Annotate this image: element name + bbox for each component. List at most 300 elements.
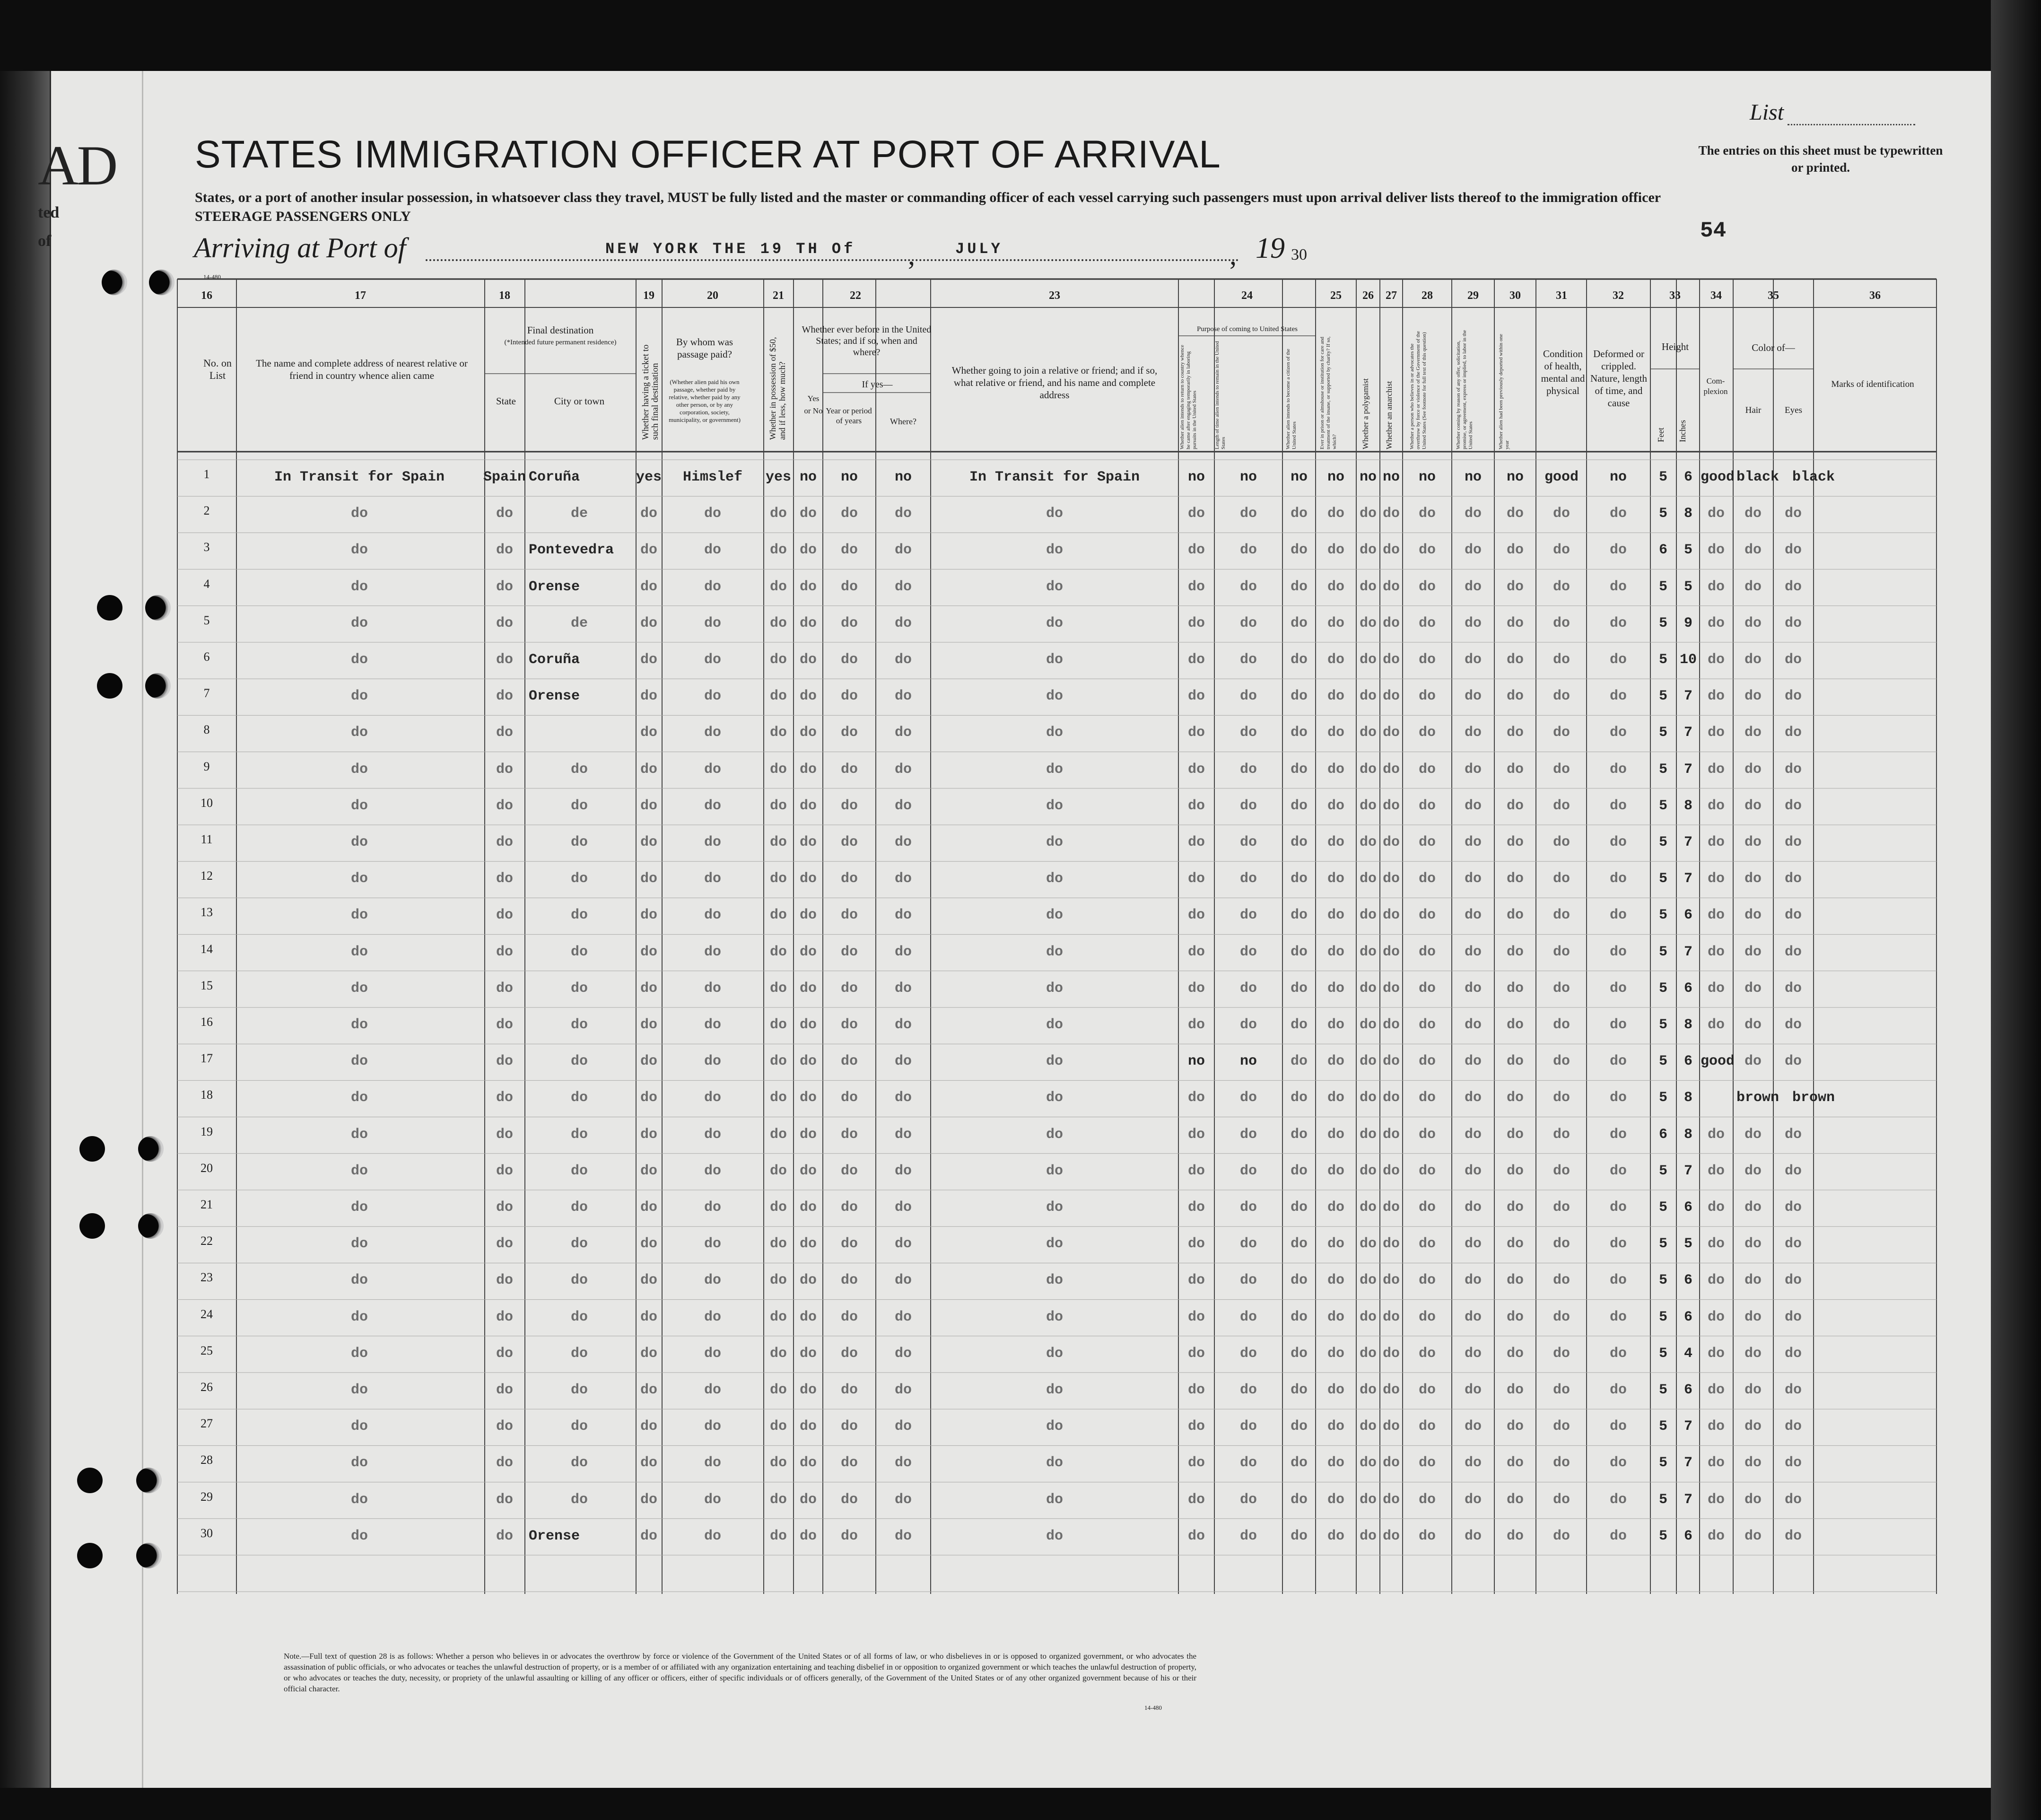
purpose-length-cell: do bbox=[1239, 1126, 1257, 1143]
fifty-dollars-cell: do bbox=[769, 1455, 787, 1471]
eye-color-cell: do bbox=[1784, 1053, 1802, 1070]
ever-before-cell: do bbox=[799, 1382, 817, 1398]
deformed-cell: do bbox=[1609, 1017, 1627, 1033]
footnote-question-28: Note.—Full text of question 28 is as follows: Whether a person who believes in or advocates the overthrow by force or violence of the Government of the United States or of all forms of law, or who disbelieves in or is opposed to organized government, or who advocates the assassination of public officials, or who advocates or teaches the unlawful destruction of property, or is a member of or affiliated with any organization entertaining and teaching disbelief in or opposition to organized government or which teaches the unlawful destruction of property, or who advocates or teaches the duty, necessity, or propriety of the unlawful assaulting or killing of any officer or officers, either of specific individuals or of officers generally, of the Government of the United States or of any other organized government because of his or their official character. bbox=[284, 1652, 1196, 1693]
joining-relative-cell: do bbox=[1046, 542, 1064, 559]
eye-color-cell: do bbox=[1784, 871, 1802, 887]
joining-relative-cell: do bbox=[1046, 725, 1064, 741]
height-inches-cell: 6 bbox=[1683, 907, 1693, 924]
ticket-cell: do bbox=[640, 1309, 658, 1325]
passage-paid-cell: do bbox=[704, 542, 722, 559]
deformed-cell: do bbox=[1609, 1053, 1627, 1070]
ticket-cell: do bbox=[640, 1236, 658, 1252]
height-inches-cell: 7 bbox=[1683, 944, 1693, 960]
question-29-cell: do bbox=[1464, 1126, 1482, 1143]
where-cell: do bbox=[894, 1163, 912, 1179]
anarchist-cell: do bbox=[1382, 944, 1400, 960]
polygamist-cell: do bbox=[1359, 871, 1377, 887]
polygamist-cell: do bbox=[1359, 578, 1377, 595]
ever-before-cell: do bbox=[799, 1090, 817, 1106]
polygamist-cell: no bbox=[1359, 469, 1377, 485]
polygamist-cell: do bbox=[1359, 506, 1377, 522]
hair-color-cell: do bbox=[1744, 1017, 1762, 1033]
height-feet-cell: 5 bbox=[1658, 871, 1668, 887]
punch-hole bbox=[136, 1468, 162, 1493]
passage-paid-cell: do bbox=[704, 1455, 722, 1471]
joining-relative-cell: do bbox=[1046, 688, 1064, 705]
condition-cell: do bbox=[1553, 871, 1570, 887]
ticket-cell: do bbox=[640, 907, 658, 924]
state-cell: do bbox=[496, 542, 514, 559]
anarchist-cell: do bbox=[1382, 1309, 1400, 1325]
passage-paid-cell: do bbox=[704, 1528, 722, 1544]
deformed-cell: do bbox=[1609, 1163, 1627, 1179]
relative-cell: do bbox=[350, 506, 368, 522]
heading-by-whom-paid-note: (Whether alien paid his own passage, whether paid by relative, whether paid by any other person, or by any corporation, society, municipality, or government) bbox=[669, 378, 741, 423]
ticket-cell: do bbox=[640, 1126, 658, 1143]
purpose-citizen-cell: do bbox=[1290, 761, 1308, 778]
row-number: 8 bbox=[203, 723, 210, 737]
deformed-cell: do bbox=[1609, 542, 1627, 559]
passage-paid-cell: do bbox=[704, 1053, 722, 1070]
eye-color-cell: do bbox=[1784, 834, 1802, 850]
relative-cell: do bbox=[350, 725, 368, 741]
column-number: 28 bbox=[1422, 289, 1433, 302]
purpose-citizen-cell: do bbox=[1290, 834, 1308, 850]
purpose-citizen-cell: do bbox=[1290, 1491, 1308, 1508]
prison-cell: do bbox=[1327, 1199, 1345, 1216]
question-28-cell: do bbox=[1418, 578, 1436, 595]
question-28-cell: do bbox=[1418, 1382, 1436, 1398]
height-feet-cell: 5 bbox=[1658, 834, 1668, 850]
years-cell: do bbox=[840, 1528, 858, 1544]
passage-paid-cell: do bbox=[704, 761, 722, 778]
question-28-cell: no bbox=[1418, 469, 1436, 485]
years-cell: do bbox=[840, 907, 858, 924]
ticket-cell: do bbox=[640, 1382, 658, 1398]
anarchist-cell: no bbox=[1382, 469, 1400, 485]
prison-cell: do bbox=[1327, 761, 1345, 778]
purpose-length-cell: do bbox=[1239, 1455, 1257, 1471]
height-inches-cell: 6 bbox=[1683, 1309, 1693, 1325]
deformed-cell: no bbox=[1609, 469, 1627, 485]
height-inches-cell: 6 bbox=[1683, 1528, 1693, 1544]
complexion-cell: do bbox=[1707, 944, 1725, 960]
where-cell: do bbox=[894, 1345, 912, 1362]
row-number: 9 bbox=[203, 759, 210, 773]
purpose-citizen-cell: do bbox=[1290, 688, 1308, 705]
fifty-dollars-cell: do bbox=[769, 1017, 787, 1033]
row-number: 23 bbox=[201, 1270, 213, 1285]
city-cell: de bbox=[570, 615, 588, 631]
complexion-cell: do bbox=[1707, 1199, 1725, 1216]
deformed-cell: do bbox=[1609, 1236, 1627, 1252]
passage-paid-cell: do bbox=[704, 1309, 722, 1325]
row-number: 29 bbox=[201, 1489, 213, 1504]
ever-before-cell: do bbox=[799, 615, 817, 631]
eye-color-cell: do bbox=[1784, 980, 1802, 997]
where-cell: do bbox=[894, 1491, 912, 1508]
years-cell: do bbox=[840, 1126, 858, 1143]
relative-cell: do bbox=[350, 578, 368, 595]
column-number: 33 bbox=[1669, 289, 1681, 302]
city-cell: do bbox=[570, 1017, 588, 1033]
state-cell: do bbox=[496, 652, 514, 668]
heading-feet: Feet bbox=[1656, 428, 1666, 442]
polygamist-cell: do bbox=[1359, 1418, 1377, 1435]
fifty-dollars-cell: do bbox=[769, 1528, 787, 1544]
years-cell: do bbox=[840, 506, 858, 522]
question-28-cell: do bbox=[1418, 1528, 1436, 1544]
eye-color-cell: do bbox=[1784, 1272, 1802, 1289]
hair-color-cell: do bbox=[1744, 1491, 1762, 1508]
heading-anarchist: Whether an anarchist bbox=[1385, 381, 1394, 449]
polygamist-cell: do bbox=[1359, 652, 1377, 668]
row-number: 1 bbox=[203, 467, 210, 481]
condition-cell: do bbox=[1553, 1491, 1570, 1508]
city-cell: Pontevedra bbox=[529, 542, 614, 559]
form-code-bottom: 14-480 bbox=[1144, 1704, 1162, 1711]
purpose-length-cell: do bbox=[1239, 615, 1257, 631]
complexion-cell: do bbox=[1707, 615, 1725, 631]
question-28-cell: do bbox=[1418, 1090, 1436, 1106]
where-cell: do bbox=[894, 542, 912, 559]
purpose-length-cell: no bbox=[1239, 469, 1257, 485]
prison-cell: do bbox=[1327, 871, 1345, 887]
purpose-citizen-cell: do bbox=[1290, 1163, 1308, 1179]
row-number: 20 bbox=[201, 1161, 213, 1175]
deformed-cell: do bbox=[1609, 1528, 1627, 1544]
complexion-cell: good bbox=[1701, 469, 1735, 485]
question-30-cell: do bbox=[1506, 1345, 1524, 1362]
fifty-dollars-cell: do bbox=[769, 542, 787, 559]
where-cell: do bbox=[894, 1528, 912, 1544]
complexion-cell: do bbox=[1707, 1309, 1725, 1325]
fifty-dollars-cell: do bbox=[769, 688, 787, 705]
years-cell: do bbox=[840, 1382, 858, 1398]
purpose-return-cell: do bbox=[1187, 797, 1205, 814]
question-30-cell: do bbox=[1506, 688, 1524, 705]
eye-color-cell: do bbox=[1784, 907, 1802, 924]
row-number: 10 bbox=[201, 796, 213, 810]
years-cell: do bbox=[840, 1455, 858, 1471]
purpose-return-cell: do bbox=[1187, 578, 1205, 595]
question-29-cell: do bbox=[1464, 652, 1482, 668]
heading-purpose-return: Whether alien intends to return to country whence he came after engaging temporarily in laboring pursuits in the United States bbox=[1179, 345, 1197, 449]
anarchist-cell: do bbox=[1382, 871, 1400, 887]
column-number: 16 bbox=[201, 289, 212, 302]
fifty-dollars-cell: do bbox=[769, 1382, 787, 1398]
deformed-cell: do bbox=[1609, 797, 1627, 814]
purpose-length-cell: do bbox=[1239, 944, 1257, 960]
joining-relative-cell: do bbox=[1046, 871, 1064, 887]
city-cell: do bbox=[570, 1455, 588, 1471]
ticket-cell: do bbox=[640, 1090, 658, 1106]
question-30-cell: do bbox=[1506, 1053, 1524, 1070]
city-cell: do bbox=[570, 1090, 588, 1106]
purpose-return-cell: do bbox=[1187, 871, 1205, 887]
fifty-dollars-cell: do bbox=[769, 652, 787, 668]
passage-paid-cell: do bbox=[704, 1126, 722, 1143]
anarchist-cell: do bbox=[1382, 725, 1400, 741]
city-cell: Orense bbox=[529, 578, 580, 595]
relative-cell: do bbox=[350, 1017, 368, 1033]
question-28-cell: do bbox=[1418, 1491, 1436, 1508]
complexion-cell: do bbox=[1707, 1528, 1725, 1544]
column-number: 18 bbox=[499, 289, 510, 302]
complexion-cell: do bbox=[1707, 834, 1725, 850]
joining-relative-cell: do bbox=[1046, 1017, 1064, 1033]
anarchist-cell: do bbox=[1382, 1017, 1400, 1033]
heading-eyes: Eyes bbox=[1785, 405, 1802, 415]
heading-by-whom-paid: By whom was passage paid? bbox=[676, 336, 733, 360]
question-28-cell: do bbox=[1418, 1418, 1436, 1435]
passage-paid-cell: do bbox=[704, 725, 722, 741]
prison-cell: do bbox=[1327, 578, 1345, 595]
height-feet-cell: 5 bbox=[1658, 1528, 1668, 1544]
question-28-cell: do bbox=[1418, 1053, 1436, 1070]
state-cell: do bbox=[496, 797, 514, 814]
complexion-cell: do bbox=[1707, 907, 1725, 924]
arriving-dotted-line bbox=[426, 259, 1239, 261]
ticket-cell: do bbox=[640, 1053, 658, 1070]
purpose-return-cell: do bbox=[1187, 1090, 1205, 1106]
heading-state: State bbox=[496, 395, 516, 407]
purpose-return-cell: do bbox=[1187, 1382, 1205, 1398]
fifty-dollars-cell: do bbox=[769, 1236, 787, 1252]
condition-cell: do bbox=[1553, 1126, 1570, 1143]
ever-before-cell: do bbox=[799, 725, 817, 741]
polygamist-cell: do bbox=[1359, 907, 1377, 924]
eye-color-cell: do bbox=[1784, 1309, 1802, 1325]
anarchist-cell: do bbox=[1382, 761, 1400, 778]
column-number: 17 bbox=[355, 289, 366, 302]
question-30-cell: no bbox=[1506, 469, 1524, 485]
ticket-cell: do bbox=[640, 615, 658, 631]
city-cell: do bbox=[570, 834, 588, 850]
passage-paid-cell: do bbox=[704, 1491, 722, 1508]
height-inches-cell: 7 bbox=[1683, 834, 1693, 850]
relative-cell: do bbox=[350, 1163, 368, 1179]
passage-paid-cell: do bbox=[704, 871, 722, 887]
height-inches-cell: 7 bbox=[1683, 1455, 1693, 1471]
question-29-cell: do bbox=[1464, 1382, 1482, 1398]
where-cell: do bbox=[894, 944, 912, 960]
heading-color-of: Color of— bbox=[1752, 342, 1795, 353]
relative-cell: do bbox=[350, 688, 368, 705]
eye-color-cell: do bbox=[1784, 1455, 1802, 1471]
where-cell: do bbox=[894, 1272, 912, 1289]
question-28-cell: do bbox=[1418, 834, 1436, 850]
question-28-cell: do bbox=[1418, 1345, 1436, 1362]
polygamist-cell: do bbox=[1359, 688, 1377, 705]
hair-color-cell: do bbox=[1744, 1163, 1762, 1179]
fifty-dollars-cell: do bbox=[769, 1345, 787, 1362]
ever-before-cell: do bbox=[799, 980, 817, 997]
question-30-cell: do bbox=[1506, 1455, 1524, 1471]
height-inches-cell: 6 bbox=[1683, 1053, 1693, 1070]
facing-page-fragment-3: of bbox=[38, 232, 52, 250]
fifty-dollars-cell: do bbox=[769, 1309, 787, 1325]
deformed-cell: do bbox=[1609, 688, 1627, 705]
question-29-cell: do bbox=[1464, 725, 1482, 741]
heading-purpose-citizen: Whether alien intends to become a citizen of the United States bbox=[1285, 349, 1297, 449]
row-number: 16 bbox=[201, 1015, 213, 1029]
purpose-return-cell: no bbox=[1187, 1053, 1205, 1070]
eye-color-cell: do bbox=[1784, 1528, 1802, 1544]
hair-color-cell: do bbox=[1744, 1236, 1762, 1252]
facing-page-fragment-2: ted bbox=[38, 204, 60, 221]
relative-cell: do bbox=[350, 761, 368, 778]
hair-color-cell: do bbox=[1744, 1309, 1762, 1325]
arriving-label: Arriving at Port of bbox=[194, 232, 406, 263]
joining-relative-cell: do bbox=[1046, 1418, 1064, 1435]
fifty-dollars-cell: do bbox=[769, 1126, 787, 1143]
book-binding-shadow bbox=[0, 71, 50, 1788]
punch-hole bbox=[138, 1136, 164, 1162]
fifty-dollars-cell: do bbox=[769, 1090, 787, 1106]
state-cell: do bbox=[496, 761, 514, 778]
where-cell: do bbox=[894, 1455, 912, 1471]
question-30-cell: do bbox=[1506, 506, 1524, 522]
row-number: 19 bbox=[201, 1124, 213, 1138]
state-cell: do bbox=[496, 1053, 514, 1070]
polygamist-cell: do bbox=[1359, 1345, 1377, 1362]
ticket-cell: do bbox=[640, 1199, 658, 1216]
question-29-cell: do bbox=[1464, 871, 1482, 887]
hair-color-cell: do bbox=[1744, 725, 1762, 741]
passage-paid-cell: do bbox=[704, 907, 722, 924]
purpose-length-cell: do bbox=[1239, 797, 1257, 814]
height-inches-cell: 8 bbox=[1683, 1126, 1693, 1143]
question-28-cell: do bbox=[1418, 944, 1436, 960]
row-number: 7 bbox=[203, 686, 210, 700]
list-label: List bbox=[1750, 100, 1784, 125]
fifty-dollars-cell: do bbox=[769, 615, 787, 631]
years-cell: no bbox=[840, 469, 858, 485]
anarchist-cell: do bbox=[1382, 652, 1400, 668]
height-feet-cell: 5 bbox=[1658, 980, 1668, 997]
ever-before-cell: do bbox=[799, 506, 817, 522]
question-29-cell: do bbox=[1464, 1272, 1482, 1289]
ticket-cell: do bbox=[640, 542, 658, 559]
where-cell: do bbox=[894, 1126, 912, 1143]
hair-color-cell: black bbox=[1736, 469, 1779, 485]
years-cell: do bbox=[840, 1345, 858, 1362]
height-feet-cell: 5 bbox=[1658, 761, 1668, 778]
column-number: 32 bbox=[1613, 289, 1624, 302]
joining-relative-cell: do bbox=[1046, 1126, 1064, 1143]
height-feet-cell: 5 bbox=[1658, 1090, 1668, 1106]
joining-relative-cell: do bbox=[1046, 1455, 1064, 1471]
height-inches-cell: 6 bbox=[1683, 1272, 1693, 1289]
question-30-cell: do bbox=[1506, 615, 1524, 631]
column-number: 35 bbox=[1768, 289, 1779, 302]
passage-paid-cell: do bbox=[704, 1199, 722, 1216]
anarchist-cell: do bbox=[1382, 1491, 1400, 1508]
city-cell: do bbox=[570, 1345, 588, 1362]
heading-question-28: Whether a person who believes in or advocates the overthrow by force or violence of the Government of the United States (See footnote for full text of this question) bbox=[1409, 331, 1427, 449]
condition-cell: do bbox=[1553, 506, 1570, 522]
condition-cell: do bbox=[1553, 1345, 1570, 1362]
eye-color-cell: do bbox=[1784, 578, 1802, 595]
question-29-cell: do bbox=[1464, 797, 1482, 814]
prison-cell: do bbox=[1327, 1528, 1345, 1544]
condition-cell: do bbox=[1553, 578, 1570, 595]
column-number: 21 bbox=[773, 289, 784, 302]
state-cell: do bbox=[496, 871, 514, 887]
ticket-cell: do bbox=[640, 1272, 658, 1289]
condition-cell: do bbox=[1553, 1199, 1570, 1216]
state-cell: do bbox=[496, 1382, 514, 1398]
relative-cell: do bbox=[350, 1528, 368, 1544]
question-28-cell: do bbox=[1418, 1455, 1436, 1471]
height-feet-cell: 5 bbox=[1658, 1309, 1668, 1325]
page-title: STATES IMMIGRATION OFFICER AT PORT OF ARRIVAL bbox=[195, 133, 1221, 176]
question-30-cell: do bbox=[1506, 1491, 1524, 1508]
page-fold-line bbox=[142, 71, 143, 1788]
row-number: 28 bbox=[201, 1453, 213, 1467]
column-number: 26 bbox=[1362, 289, 1374, 302]
heading-year-period: Year or period of years bbox=[826, 406, 872, 425]
question-28-cell: do bbox=[1418, 1126, 1436, 1143]
prison-cell: do bbox=[1327, 615, 1345, 631]
polygamist-cell: do bbox=[1359, 542, 1377, 559]
deformed-cell: do bbox=[1609, 944, 1627, 960]
condition-cell: do bbox=[1553, 1455, 1570, 1471]
purpose-return-cell: do bbox=[1187, 1528, 1205, 1544]
hair-color-cell: do bbox=[1744, 1199, 1762, 1216]
column-number: 31 bbox=[1556, 289, 1567, 302]
purpose-return-cell: do bbox=[1187, 907, 1205, 924]
ever-before-cell: do bbox=[799, 1272, 817, 1289]
complexion-cell: do bbox=[1707, 542, 1725, 559]
question-28-cell: do bbox=[1418, 1236, 1436, 1252]
column-number: 23 bbox=[1049, 289, 1060, 302]
purpose-length-cell: do bbox=[1239, 578, 1257, 595]
polygamist-cell: do bbox=[1359, 1053, 1377, 1070]
punch-hole bbox=[79, 1213, 105, 1239]
years-cell: do bbox=[840, 652, 858, 668]
ever-before-cell: do bbox=[799, 1053, 817, 1070]
hair-color-cell: do bbox=[1744, 907, 1762, 924]
state-cell: do bbox=[496, 1017, 514, 1033]
purpose-length-cell: do bbox=[1239, 1345, 1257, 1362]
city-cell: do bbox=[570, 1126, 588, 1143]
question-28-cell: do bbox=[1418, 1199, 1436, 1216]
punch-hole bbox=[145, 673, 171, 699]
anarchist-cell: do bbox=[1382, 980, 1400, 997]
height-feet-cell: 5 bbox=[1658, 688, 1668, 705]
deformed-cell: do bbox=[1609, 1272, 1627, 1289]
heading-question-30: Whether alien had been previously deported within one year bbox=[1498, 333, 1510, 449]
ticket-cell: do bbox=[640, 578, 658, 595]
fifty-dollars-cell: do bbox=[769, 506, 787, 522]
relative-cell: do bbox=[350, 1309, 368, 1325]
where-cell: do bbox=[894, 1382, 912, 1398]
prison-cell: do bbox=[1327, 907, 1345, 924]
question-29-cell: do bbox=[1464, 1491, 1482, 1508]
where-cell: do bbox=[894, 1199, 912, 1216]
deformed-cell: do bbox=[1609, 834, 1627, 850]
height-inches-cell: 8 bbox=[1683, 506, 1693, 522]
complexion-cell: do bbox=[1707, 1126, 1725, 1143]
purpose-citizen-cell: do bbox=[1290, 1017, 1308, 1033]
heading-if-yes: If yes— bbox=[862, 379, 893, 390]
row-number: 12 bbox=[201, 869, 213, 883]
question-30-cell: do bbox=[1506, 652, 1524, 668]
year-suffix: 30 bbox=[1291, 246, 1307, 263]
